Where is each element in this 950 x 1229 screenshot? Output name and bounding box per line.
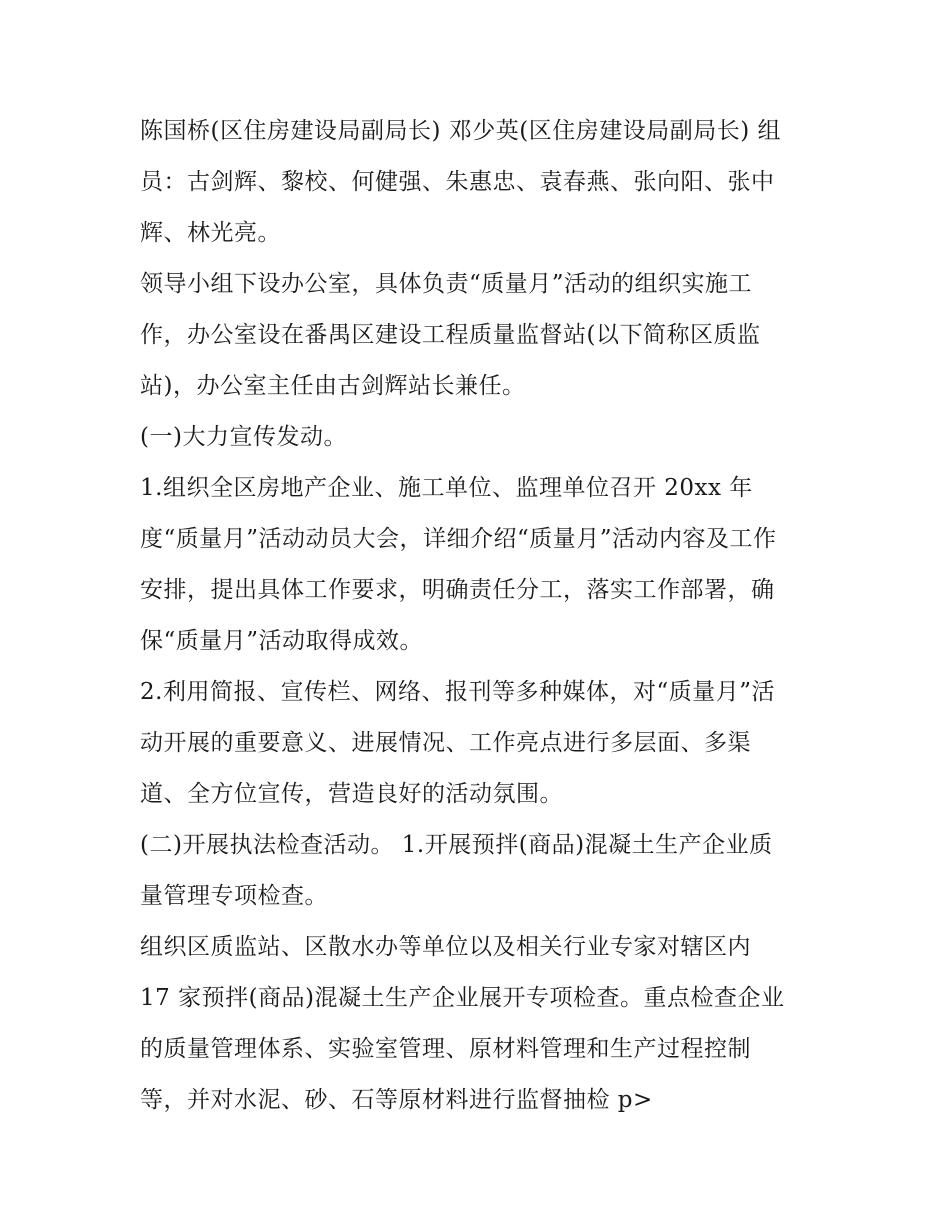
section-heading-inspection — [140, 820, 820, 922]
text-line: 保“质量月”活动取得成效。 — [140, 628, 424, 654]
text-line: (二)开展执法检查活动。 1.开展预拌(商品)混凝土生产企业质 — [140, 832, 773, 858]
text-line: (一)大力宣传发动。 — [140, 424, 347, 450]
section-heading-publicity — [140, 412, 820, 463]
text-line: 辉、林光亮。 — [140, 220, 281, 246]
document-body — [140, 106, 820, 1126]
text-line: 道、全方位宣传，营造良好的活动氛围。 — [140, 781, 563, 807]
paragraph-item-2 — [140, 667, 820, 820]
paragraph-leadership-members — [140, 106, 820, 259]
paragraph-inspection-details — [140, 922, 820, 1126]
text-line: 的质量管理体系、实验室管理、原材料管理和生产过程控制 — [140, 1036, 751, 1062]
text-line: 安排，提出具体工作要求，明确责任分工，落实工作部署，确 — [140, 577, 775, 603]
text-line: 17 家预拌(商品)混凝土生产企业展开专项检查。重点检查企业 — [140, 985, 785, 1011]
text-line: 1.组织全区房地产企业、施工单位、监理单位召开 20xx 年 — [140, 475, 753, 501]
paragraph-office-setup — [140, 259, 820, 412]
text-line: 2.利用简报、宣传栏、网络、报刊等多种媒体，对“质量月”活 — [140, 679, 775, 705]
text-line: 站)，办公室主任由古剑辉站长兼任。 — [140, 373, 526, 399]
text-line: 员：古剑辉、黎校、何健强、朱惠忠、袁春燕、张向阳、张中 — [140, 169, 775, 195]
paragraph-item-1 — [140, 463, 820, 667]
text-line: 量管理专项检查。 — [140, 883, 328, 909]
text-line: 组织区质监站、区散水办等单位以及相关行业专家对辖区内 — [140, 934, 751, 960]
text-line: 等，并对水泥、砂、石等原材料进行监督抽检 p> — [140, 1087, 653, 1113]
text-line: 作，办公室设在番禺区建设工程质量监督站(以下简称区质监 — [140, 322, 761, 348]
text-line: 领导小组下设办公室，具体负责“质量月”活动的组织实施工 — [140, 271, 753, 297]
text-line: 陈国桥(区住房建设局副局长) 邓少英(区住房建设局副局长) 组 — [140, 118, 782, 144]
text-line: 动开展的重要意义、进展情况、工作亮点进行多层面、多渠 — [140, 730, 751, 756]
text-line: 度“质量月”活动动员大会，详细介绍“质量月”活动内容及工作 — [140, 526, 777, 552]
